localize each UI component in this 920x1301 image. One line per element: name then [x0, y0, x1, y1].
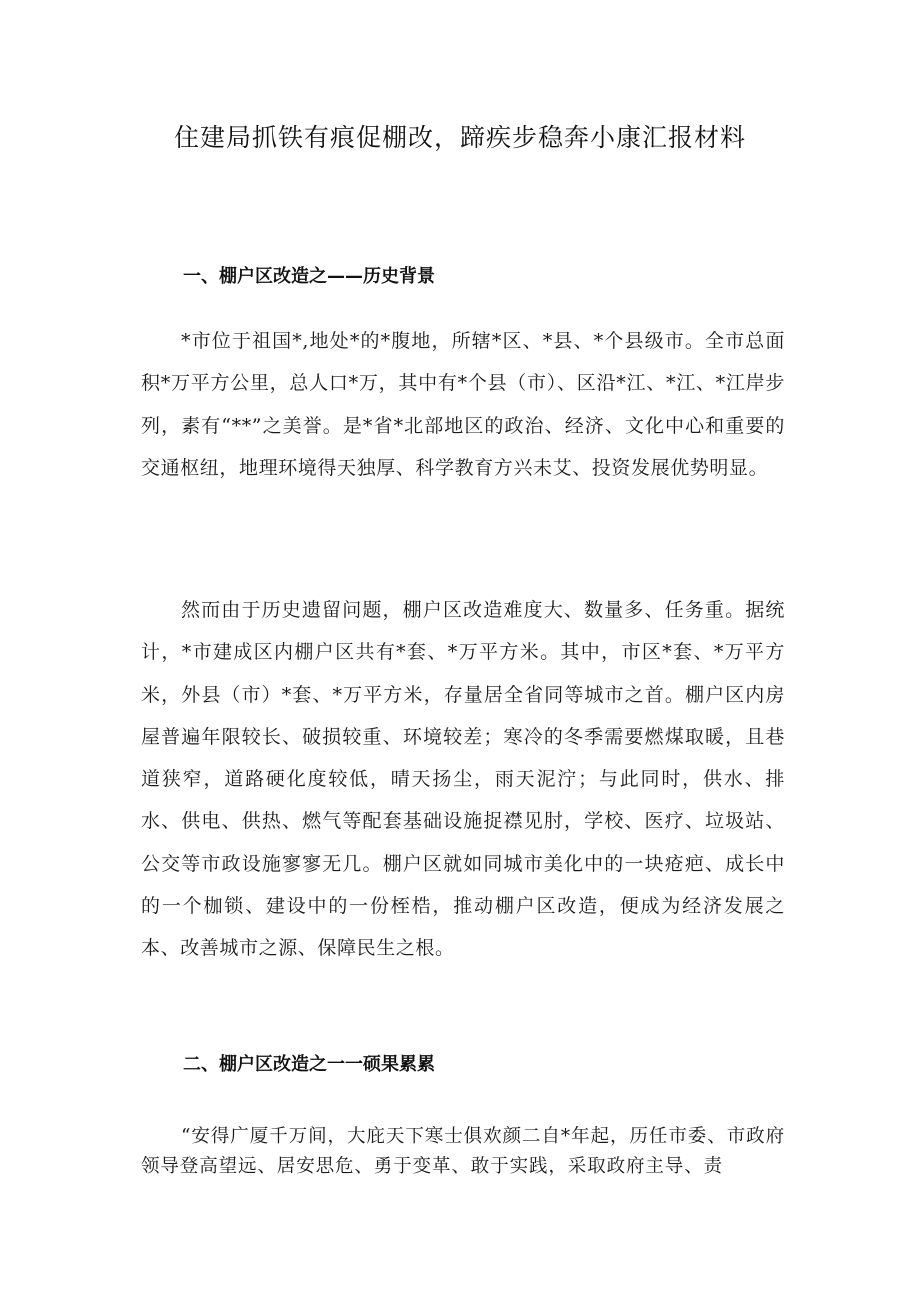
section-heading-achievements: 二、棚户区改造之一一硕果累累: [183, 1054, 435, 1075]
paragraph-city-overview: *市位于祖国*,地处*的*腹地，所辖*区、*县、*个县级市。全市总面积*万平方公里，总人口*万，其中有*个县（市）、区沿*江、*江、*江岸步列，素有“**”之美誉。是*省*北部地区的政治、经济、文化中心和重要的交通枢纽，地理环境得天独厚、科学教育方兴未艾、投资发展优势明显。: [141, 330, 785, 479]
paragraph-shantytown-problems: 然而由于历史遗留问题，棚户区改造难度大、数量多、任务重。据统计，*市建成区内棚户区共有*套、*万平方米。其中，市区*套、*万平方米，外县（市）*套、*万平方米，存量居全省同等城市之首。棚户区内房屋普遍年限较长、破损较重、环境较差；寒冷的冬季需要燃煤取暖，且巷道狭窄，道路硬化度较低，晴天扬尘，雨天泥泞；与此同时，供水、排水、供电、供热、燃气等配套基础设施捉襟见肘，学校、医疗、垃圾站、公交等市政设施寥寥无几。棚户区就如同城市美化中的一块疮疤、成长中的一个枷锁、建设中的一份桎梏，推动棚户区改造，便成为经济发展之本、改善城市之源、保障民生之根。: [141, 599, 785, 960]
paragraph-achievements-intro: “安得广厦千万间，大庇天下寒士俱欢颜二自*年起，历任市委、市政府领导登高望远、居安思危、勇于变革、敢于实践，采取政府主导、责: [141, 1126, 785, 1177]
document-title: 住建局抓铁有痕促棚改，蹄疾步稳奔小康汇报材料: [173, 123, 746, 152]
section-heading-history: 一、棚户区改造之——历史背景: [183, 266, 435, 287]
